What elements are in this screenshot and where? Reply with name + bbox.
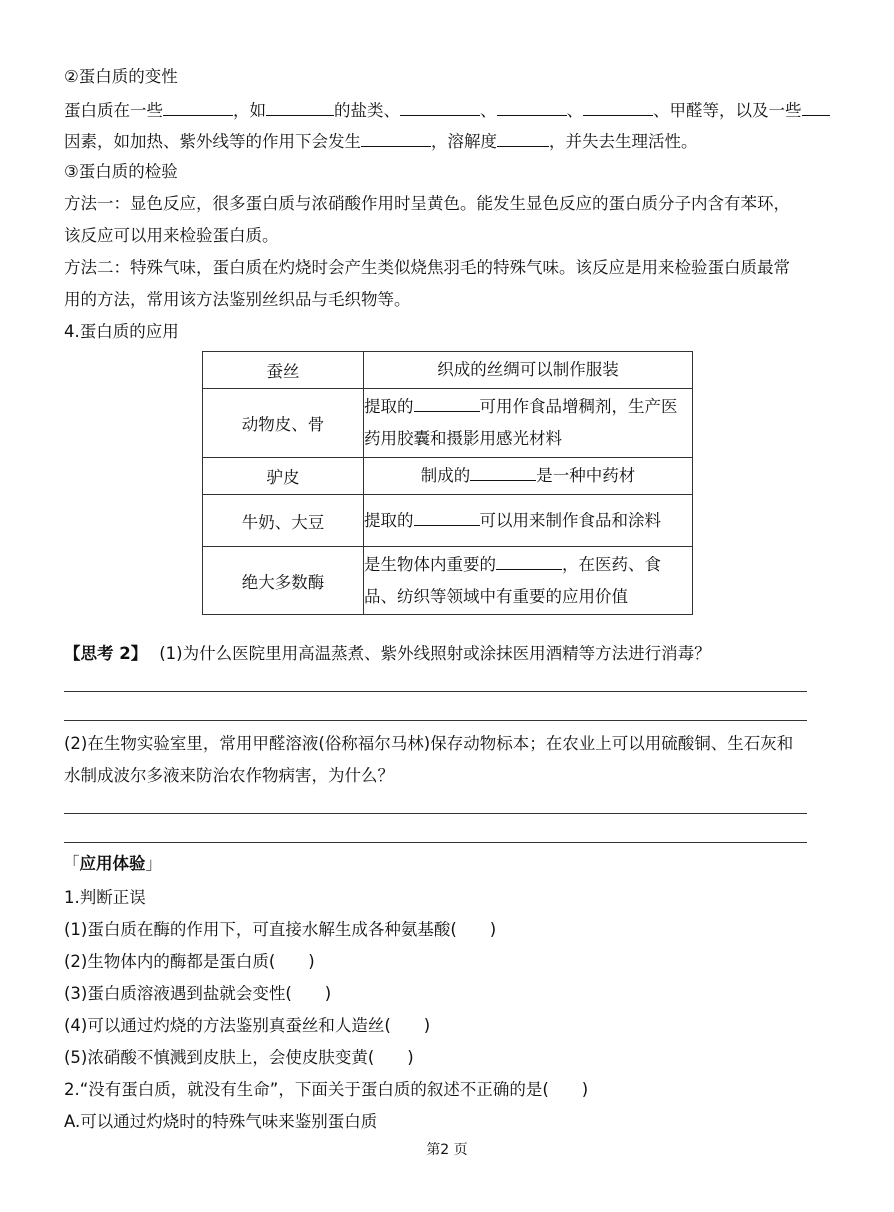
fill-blank [414,394,480,412]
think-question-1: 【思考 2】 (1)为什么医院里用高温蒸煮、紫外线照射或涂抹医用酒精等方法进行消毒？ [64,644,711,663]
think-question-2-line-1: (2)在生物实验室里，常用甲醛溶液(俗称福尔马林)保存动物标本；在农业上可以用硫酸铜、生石灰和 [64,734,794,753]
table-row [203,458,693,495]
fill-blank [470,463,536,481]
fill-blank [497,98,567,116]
answer-line [64,691,807,692]
table-cell-source: 牛奶、大豆 [203,495,364,547]
table-cell-source: 绝大多数酶 [203,547,364,615]
fill-blank [163,98,233,116]
fill-blank [414,508,480,526]
fill-blank [400,98,480,116]
judge-item: (5)浓硝酸不慎溅到皮肤上，会使皮肤变黄( ) [64,1048,414,1067]
method-1-line-2: 该反应可以用来检验蛋白质。 [64,226,279,245]
fill-blank [496,552,562,570]
table-cell-use: 提取的 可用作食品增稠剂，生产医 药用胶囊和摄影用感光材料 [364,389,693,458]
fill-blank [583,98,653,116]
table-cell-source: 动物皮、骨 [203,389,364,458]
fill-blank [266,98,334,116]
answer-line [64,842,807,843]
table-cell-use: 制成的 是一种中药材 [364,458,693,495]
method-2-line-2: 用的方法，常用该方法鉴别丝织品与毛织物等。 [64,290,411,309]
table-row [203,547,693,615]
test-heading: ③蛋白质的检验 [64,162,178,181]
think-label: 【思考 2】 [64,644,148,663]
method-1-line-1: 方法一：显色反应，很多蛋白质与浓硝酸作用时呈黄色。能发生显色反应的蛋白质分子内含有苯环， [64,194,790,213]
table-cell-use: 织成的丝绸可以制作服装 [364,352,693,389]
judge-item: (3)蛋白质溶液遇到盐就会变性( ) [64,984,332,1003]
judge-title: 1.判断正误 [64,888,146,907]
page-number: 第2 页 [426,1142,468,1158]
table-row [203,389,693,458]
application-heading: 4.蛋白质的应用 [64,322,179,341]
judge-item: (4)可以通过灼烧的方法鉴别真蚕丝和人造丝( ) [64,1016,431,1035]
table-cell-source: 驴皮 [203,458,364,495]
fill-blank [361,129,431,147]
judge-item: (2)生物体内的酶都是蛋白质( ) [64,952,315,971]
judge-item: (1)蛋白质在酶的作用下，可直接水解生成各种氨基酸( ) [64,920,497,939]
choice-question: 2.“没有蛋白质，就没有生命”，下面关于蛋白质的叙述不正确的是( ) [64,1080,589,1099]
denaturation-heading: ②蛋白质的变性 [64,67,178,86]
table-row [203,495,693,547]
denaturation-line-1: 蛋白质在一些 ，如 的盐类、 、 、 、甲醛等，以及一些 [64,98,830,122]
table-cell-source: 蚕丝 [203,352,364,389]
choice-option-a: A.可以通过灼烧时的特殊气味来鉴别蛋白质 [64,1112,378,1131]
table-cell-use: 是生物体内重要的 ，在医药、食 品、纺织等领域中有重要的应用价值 [364,547,693,615]
denaturation-line-2: 因素，如加热、紫外线等的作用下会发生 ，溶解度 ，并失去生理活性。 [64,129,698,153]
answer-line [64,813,807,814]
answer-line [64,720,807,721]
think-question-2-line-2: 水制成波尔多液来防治农作物病害，为什么？ [64,766,394,785]
table-row [203,352,693,389]
fill-blank [802,98,830,116]
practice-heading: 「应用体验」 [63,854,162,873]
table-cell-use: 提取的 可以用来制作食品和涂料 [364,495,693,547]
protein-application-table [202,351,693,615]
fill-blank [497,129,549,147]
method-2-line-1: 方法二：特殊气味，蛋白质在灼烧时会产生类似烧焦羽毛的特殊气味。该反应是用来检验蛋白质最常 [64,258,790,277]
